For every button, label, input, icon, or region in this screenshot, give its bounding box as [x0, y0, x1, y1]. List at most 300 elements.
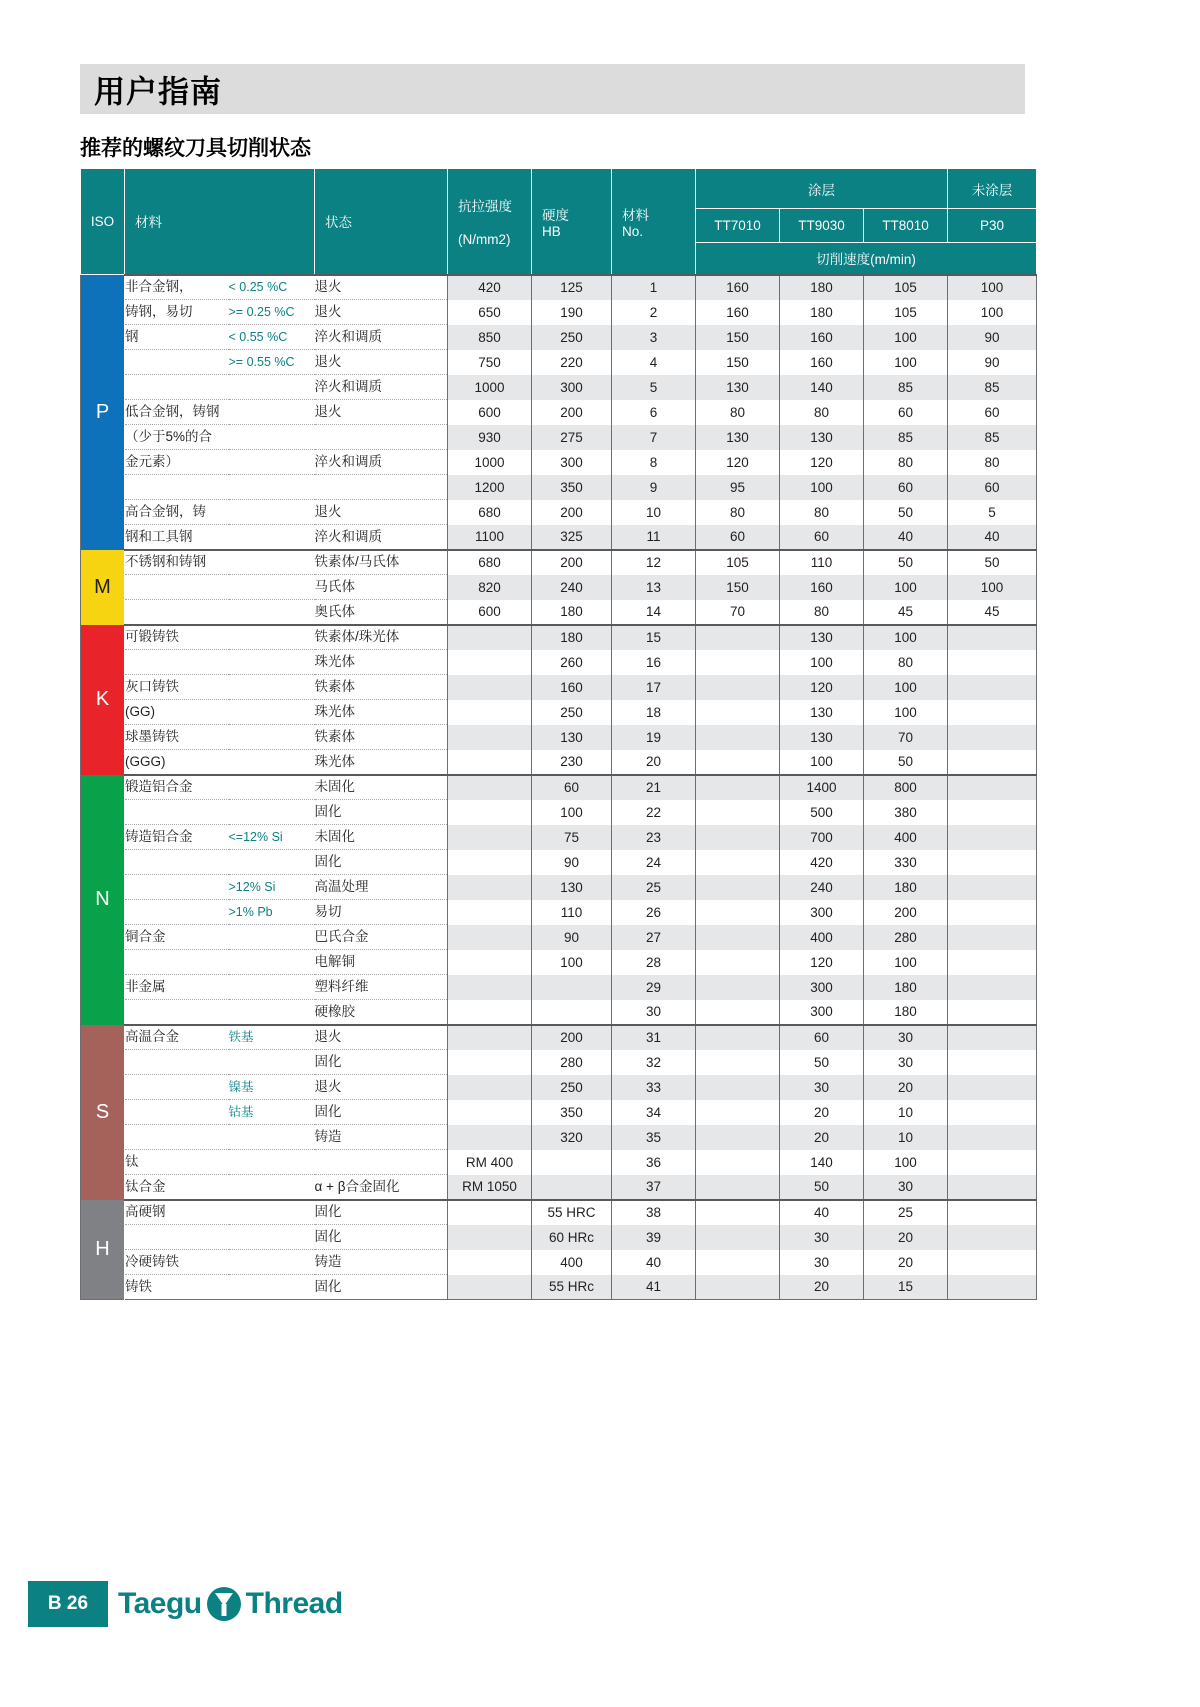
cell-speed-p30: 100	[948, 275, 1037, 300]
cell-material-sub: <=12% Si	[229, 825, 315, 850]
cell-speed-tt8010: 180	[864, 975, 948, 1000]
cell-speed-tt8010: 200	[864, 900, 948, 925]
cell-material-sub: >= 0.25 %C	[229, 300, 315, 325]
cell-speed-tt9030: 130	[780, 425, 864, 450]
cell-speed-tt9030: 240	[780, 875, 864, 900]
cell-condition: 珠光体	[315, 700, 448, 725]
cell-hardness: 200	[532, 500, 612, 525]
cell-speed-tt7010: 160	[696, 275, 780, 300]
cell-speed-tt7010	[696, 1025, 780, 1050]
cell-tensile-strength: 680	[478, 504, 501, 520]
cell-material-no: 15	[612, 625, 696, 650]
cell-speed-tt7010: 150	[726, 354, 749, 370]
table-row	[81, 675, 1037, 700]
cell-speed-tt9030: 20	[780, 1125, 864, 1150]
cell-material-no: 13	[612, 575, 696, 600]
cell-material-sub	[229, 725, 315, 750]
cell-speed-tt8010: 100	[864, 625, 948, 650]
cell-material-sub	[229, 375, 315, 400]
cell-material: 钢	[125, 325, 229, 350]
cell-condition: 退火	[315, 300, 448, 325]
cell-condition	[315, 1150, 448, 1175]
cell-speed-tt9030: 420	[780, 850, 864, 875]
cell-material-sub	[229, 550, 315, 575]
cell-speed-tt8010: 15	[864, 1275, 948, 1300]
table-row	[81, 525, 1037, 550]
cell-hardness: 160	[532, 675, 612, 700]
cell-speed-tt8010: 50	[864, 500, 948, 525]
cell-condition: 塑料纤维	[315, 975, 448, 1000]
table-row	[81, 925, 1037, 950]
cell-material	[125, 900, 229, 925]
cell-speed-tt7010: 150	[696, 575, 780, 600]
cell-material: 铸钢，易切	[125, 300, 229, 325]
cell-material-no: 41	[612, 1275, 696, 1300]
cell-speed-tt9030: 160	[780, 325, 864, 350]
col-header-tt9030: TT9030	[780, 209, 864, 243]
cell-tensile-strength: 930	[448, 425, 532, 450]
cell-material: 低合金钢，铸钢	[125, 400, 229, 425]
cell-condition: 退火	[315, 1025, 448, 1050]
cell-material	[125, 475, 229, 500]
cell-hardness: 300	[532, 375, 612, 400]
table-row	[81, 600, 1037, 625]
table-row	[81, 1175, 1037, 1200]
cell-speed-tt8010: 400	[864, 825, 948, 850]
iso-group-h: H	[81, 1200, 125, 1300]
cell-speed-tt9030: 1400	[780, 775, 864, 800]
cell-tensile-strength	[448, 975, 532, 1000]
cell-speed-tt9030: 20	[780, 1100, 864, 1125]
table-row	[81, 1075, 1037, 1100]
col-header-matno-unit: No.	[622, 223, 644, 239]
cell-hardness: 350	[532, 1100, 612, 1125]
col-header-material-no	[612, 169, 696, 275]
cell-material-no: 14	[612, 600, 696, 625]
cell-speed-tt7010	[696, 1225, 780, 1250]
cell-speed-p30: 50	[948, 550, 1037, 575]
cell-speed-p30	[948, 725, 1037, 750]
cell-speed-tt8010: 180	[864, 875, 948, 900]
cell-tensile-strength	[448, 725, 532, 750]
page-footer	[0, 1581, 1200, 1627]
cell-speed-tt9030: 120	[780, 950, 864, 975]
cell-material: 铸造铝合金	[125, 825, 229, 850]
table-row	[81, 350, 1037, 375]
cell-speed-p30	[948, 875, 1037, 900]
cell-hardness: 55 HRc	[532, 1275, 612, 1300]
cell-material-sub	[229, 1150, 315, 1175]
cell-material	[125, 950, 229, 975]
col-header-tt7010: TT7010	[696, 209, 780, 243]
cell-material: 钢和工具钢	[125, 525, 229, 550]
cell-condition	[315, 475, 448, 500]
col-header-hardness-line1: 硬度	[542, 207, 569, 223]
cell-condition: 巴氏合金	[315, 925, 448, 950]
cell-speed-tt7010: 95	[696, 475, 780, 500]
page-title: 用户指南	[94, 74, 222, 110]
table-row	[81, 1125, 1037, 1150]
cell-speed-tt9030: 100	[780, 475, 864, 500]
cell-speed-p30	[948, 1100, 1037, 1125]
cell-tensile-strength	[448, 1275, 532, 1300]
cell-material: （少于5%的合	[125, 425, 229, 450]
cell-condition: 铁素体	[315, 675, 448, 700]
table-row	[81, 775, 1037, 800]
cell-hardness: 200	[532, 1025, 612, 1050]
cell-speed-p30	[948, 1125, 1037, 1150]
cell-tensile-strength: 750	[478, 354, 501, 370]
cell-material: 铸铁	[125, 1275, 229, 1300]
cell-tensile-strength	[448, 1025, 532, 1050]
cell-material-sub: >12% Si	[229, 875, 315, 900]
cell-hardness: 110	[532, 900, 612, 925]
cell-hardness: 90	[532, 850, 612, 875]
cell-hardness	[532, 1000, 612, 1025]
cell-material: 非金属	[125, 975, 229, 1000]
cell-condition: 固化	[315, 1225, 448, 1250]
col-header-coated-group: 涂层	[696, 169, 948, 209]
cell-material	[125, 1100, 229, 1125]
cell-speed-tt7010: 130	[696, 375, 780, 400]
cell-material-sub	[229, 475, 315, 500]
cell-speed-tt9030: 50	[780, 1175, 864, 1200]
cell-speed-tt9030: 400	[780, 925, 864, 950]
cell-tensile-strength: 850	[448, 325, 532, 350]
cell-condition: 退火	[315, 350, 448, 375]
cell-speed-tt8010: 330	[864, 850, 948, 875]
cell-condition: 未固化	[315, 825, 448, 850]
cell-tensile-strength	[448, 900, 532, 925]
table-row	[81, 825, 1037, 850]
table-row	[81, 875, 1037, 900]
table-row	[81, 900, 1037, 925]
cell-tensile-strength: 1000	[474, 454, 505, 470]
cell-speed-tt9030: 80	[780, 500, 864, 525]
table-row	[81, 1275, 1037, 1300]
cell-material-no: 16	[612, 650, 696, 675]
cell-material-sub: < 0.55 %C	[229, 325, 315, 350]
table-row	[81, 475, 1037, 500]
cell-speed-tt8010: 280	[864, 925, 948, 950]
cell-speed-tt7010	[696, 800, 780, 825]
cell-material-no: 2	[612, 300, 696, 325]
cell-tensile-strength: 820	[448, 575, 532, 600]
cell-material-no: 40	[612, 1250, 696, 1275]
cell-material-no: 7	[612, 425, 696, 450]
cell-material: 可锻铸铁	[125, 625, 229, 650]
cell-speed-p30: 60	[948, 400, 1037, 425]
cell-condition: 退火	[315, 500, 448, 525]
cell-tensile-strength: RM 400	[465, 1154, 514, 1170]
cell-condition: 高温处理	[315, 875, 448, 900]
cell-condition: 奥氏体	[315, 600, 448, 625]
cell-hardness: 55 HRC	[532, 1200, 612, 1225]
cell-material-sub	[229, 750, 315, 775]
cell-material-no: 10	[612, 500, 696, 525]
cell-speed-p30	[948, 650, 1037, 675]
cell-hardness: 240	[532, 575, 612, 600]
cell-tensile-strength	[448, 650, 532, 675]
cell-tensile-strength: 1000	[448, 375, 532, 400]
cell-speed-tt9030: 300	[780, 975, 864, 1000]
cell-material-no: 28	[612, 950, 696, 975]
cell-tensile-strength	[448, 1125, 532, 1150]
cell-material-sub	[229, 800, 315, 825]
cell-tensile-strength	[448, 800, 532, 825]
cell-speed-tt7010: 70	[729, 604, 746, 619]
cell-speed-p30	[948, 1175, 1037, 1200]
cell-condition: 淬火和调质	[315, 375, 448, 400]
cell-condition: 退火	[315, 1075, 448, 1100]
table-row	[81, 750, 1037, 775]
cell-hardness: 90	[532, 925, 612, 950]
cell-material	[125, 600, 229, 625]
cell-material-no: 20	[612, 750, 696, 775]
cell-material-no: 5	[612, 375, 696, 400]
cell-speed-tt9030: 50	[780, 1050, 864, 1075]
table-row	[81, 1100, 1037, 1125]
col-header-cutting-speed: 切削速度(m/min)	[696, 243, 1037, 275]
cell-material: 金元素）	[125, 450, 229, 475]
cell-speed-p30	[948, 1025, 1037, 1050]
cell-speed-tt9030: 60	[780, 1025, 864, 1050]
cell-speed-tt8010: 100	[864, 950, 948, 975]
cell-material-no: 11	[612, 525, 696, 550]
cell-speed-tt7010	[696, 650, 780, 675]
cell-material-no: 25	[612, 875, 696, 900]
cell-speed-p30: 90	[948, 325, 1037, 350]
cell-speed-tt8010: 30	[864, 1050, 948, 1075]
cell-material-sub	[229, 775, 315, 800]
cell-material: 冷硬铸铁	[125, 1250, 229, 1275]
cell-material-sub	[229, 525, 315, 550]
col-header-uncoated-group: 未涂层	[948, 169, 1037, 209]
cell-speed-p30	[948, 1225, 1037, 1250]
cell-tensile-strength	[448, 950, 532, 975]
cell-hardness: 75	[532, 825, 612, 850]
cell-tensile-strength	[448, 700, 532, 725]
cell-hardness: 275	[532, 425, 612, 450]
cell-hardness: 200	[532, 400, 612, 425]
cell-speed-tt8010: 85	[864, 375, 948, 400]
cell-speed-tt8010: 30	[864, 1175, 948, 1200]
table-row	[81, 850, 1037, 875]
cell-material-no: 18	[612, 700, 696, 725]
cell-speed-p30	[948, 675, 1037, 700]
cell-speed-tt8010: 100	[864, 325, 948, 350]
cell-tensile-strength	[448, 675, 532, 700]
cell-material-no: 4	[612, 350, 696, 375]
cell-material-no: 17	[612, 675, 696, 700]
cell-tensile-strength	[448, 925, 532, 950]
cell-speed-tt9030: 160	[780, 350, 864, 375]
table-row	[81, 975, 1037, 1000]
cell-speed-p30	[948, 750, 1037, 775]
table-row	[81, 325, 1037, 350]
cell-speed-tt7010	[696, 1175, 780, 1200]
col-header-tt8010: TT8010	[864, 209, 948, 243]
cell-tensile-strength	[448, 1075, 532, 1100]
cell-hardness: 350	[532, 475, 612, 500]
cell-material-no: 26	[612, 900, 696, 925]
cell-speed-tt8010: 100	[864, 675, 948, 700]
cell-speed-tt8010: 45	[864, 600, 948, 625]
cell-material	[125, 1050, 229, 1075]
cell-condition: 固化	[315, 1100, 448, 1125]
cell-speed-p30	[948, 700, 1037, 725]
cell-tensile-strength: 1200	[448, 475, 532, 500]
cell-material-sub	[229, 450, 315, 475]
cell-material: 高硬钢	[125, 1200, 229, 1225]
cell-condition: 固化	[315, 1200, 448, 1225]
cell-condition	[315, 425, 448, 450]
cell-speed-tt9030: 300	[780, 900, 864, 925]
cell-speed-p30	[948, 1150, 1037, 1175]
col-header-hardness	[532, 169, 612, 275]
cell-material-sub	[229, 975, 315, 1000]
cell-hardness: 100	[532, 800, 612, 825]
cell-speed-tt7010: 60	[696, 525, 780, 550]
cell-speed-tt7010	[696, 1250, 780, 1275]
cell-speed-p30: 5	[948, 500, 1037, 525]
cell-speed-p30	[948, 975, 1037, 1000]
cell-speed-p30: 80	[948, 450, 1037, 475]
cell-material-no: 35	[612, 1125, 696, 1150]
cell-speed-tt8010: 85	[864, 425, 948, 450]
cell-material-sub	[229, 1250, 315, 1275]
table-row	[81, 275, 1037, 300]
cell-speed-p30	[948, 1250, 1037, 1275]
cell-material	[125, 850, 229, 875]
cell-speed-p30	[948, 850, 1037, 875]
cell-material-no: 22	[612, 800, 696, 825]
cell-speed-tt9030: 130	[780, 625, 864, 650]
cell-material-no: 3	[612, 325, 696, 350]
cell-speed-tt7010	[696, 1125, 780, 1150]
cell-condition: 淬火和调质	[315, 525, 448, 550]
cell-material-no: 27	[612, 925, 696, 950]
table-row	[81, 425, 1037, 450]
cell-speed-tt9030: 700	[780, 825, 864, 850]
cell-hardness: 180	[532, 625, 612, 650]
cell-speed-tt7010: 160	[726, 304, 749, 320]
cell-hardness: 320	[532, 1125, 612, 1150]
cell-tensile-strength	[448, 1200, 532, 1225]
cell-condition: 固化	[315, 1275, 448, 1300]
cell-hardness	[532, 1175, 612, 1200]
cell-speed-tt8010: 100	[864, 575, 948, 600]
cell-speed-tt8010: 80	[864, 650, 948, 675]
cell-hardness: 300	[532, 450, 612, 475]
cell-speed-tt8010: 10	[864, 1100, 948, 1125]
cell-hardness: 180	[532, 600, 612, 625]
col-header-tensile-line1: 抗拉强度	[458, 199, 512, 215]
cell-condition: 淬火和调质	[315, 325, 448, 350]
cell-speed-tt9030: 180	[780, 275, 864, 300]
cell-material: (GG)	[125, 700, 229, 725]
cell-speed-tt7010	[696, 925, 780, 950]
cell-hardness: 325	[532, 525, 612, 550]
cell-material: 非合金钢，	[125, 275, 229, 300]
table-row	[81, 550, 1037, 575]
cell-hardness: 130	[532, 725, 612, 750]
cell-speed-tt9030: 30	[780, 1225, 864, 1250]
cutting-conditions-table	[80, 168, 1037, 1300]
cell-material	[125, 800, 229, 825]
table-row	[81, 1225, 1037, 1250]
section-subtitle: 推荐的螺纹刀具切削状态	[80, 137, 311, 160]
cell-speed-tt7010: 80	[729, 504, 746, 520]
cell-material-no: 9	[612, 475, 696, 500]
cell-material-sub	[229, 1275, 315, 1300]
cell-speed-tt9030: 40	[780, 1200, 864, 1225]
cell-speed-p30: 100	[948, 300, 1037, 325]
cell-speed-tt8010: 80	[864, 450, 948, 475]
cell-condition: α + β合金固化	[315, 1175, 448, 1200]
cell-speed-tt7010	[696, 725, 780, 750]
cell-material-sub	[229, 625, 315, 650]
cell-speed-tt9030: 30	[780, 1075, 864, 1100]
cell-material-sub: 钴基	[229, 1100, 315, 1125]
cell-material	[125, 650, 229, 675]
table-row	[81, 300, 1037, 325]
cell-material-sub	[229, 600, 315, 625]
cell-speed-tt7010: 80	[729, 404, 746, 420]
cell-speed-tt8010: 60	[864, 475, 948, 500]
cell-material-sub	[229, 1000, 315, 1025]
cell-material-no: 12	[612, 550, 696, 575]
cell-condition: 未固化	[315, 775, 448, 800]
cell-material	[125, 1125, 229, 1150]
table-row	[81, 400, 1037, 425]
cell-speed-tt9030: 60	[780, 525, 864, 550]
cell-material-sub	[229, 650, 315, 675]
cell-speed-tt8010: 10	[864, 1125, 948, 1150]
col-header-condition: 状态	[315, 169, 448, 275]
cell-material	[125, 1225, 229, 1250]
cell-material-no: 23	[612, 825, 696, 850]
cell-speed-p30	[948, 925, 1037, 950]
cell-tensile-strength: 420	[448, 275, 532, 300]
cell-hardness: 250	[532, 325, 612, 350]
iso-group-n: N	[81, 775, 125, 1025]
cell-tensile-strength: RM 1050	[448, 1175, 532, 1200]
cell-hardness: 250	[532, 700, 612, 725]
cell-material-sub	[229, 850, 315, 875]
cell-speed-tt7010	[696, 675, 780, 700]
cell-speed-tt8010: 100	[864, 1150, 948, 1175]
table-row	[81, 725, 1037, 750]
cell-speed-p30: 100	[948, 575, 1037, 600]
cell-material-no: 36	[612, 1150, 696, 1175]
cell-speed-tt8010: 20	[864, 1075, 948, 1100]
brand-logo-left: Taegu	[118, 1587, 202, 1620]
cell-material-sub: 铁基	[229, 1025, 315, 1050]
table-row	[81, 700, 1037, 725]
cell-hardness: 190	[532, 300, 612, 325]
cell-speed-tt9030: 100	[780, 750, 864, 775]
cell-speed-tt9030: 100	[780, 650, 864, 675]
cell-material-sub: < 0.25 %C	[229, 275, 315, 300]
cell-speed-p30	[948, 800, 1037, 825]
cell-speed-tt8010: 40	[864, 525, 948, 550]
cell-speed-tt7010	[696, 1275, 780, 1300]
cell-speed-p30	[948, 1075, 1037, 1100]
cell-material	[125, 350, 229, 375]
cell-tensile-strength: 680	[448, 550, 532, 575]
cell-material-no: 8	[612, 450, 696, 475]
